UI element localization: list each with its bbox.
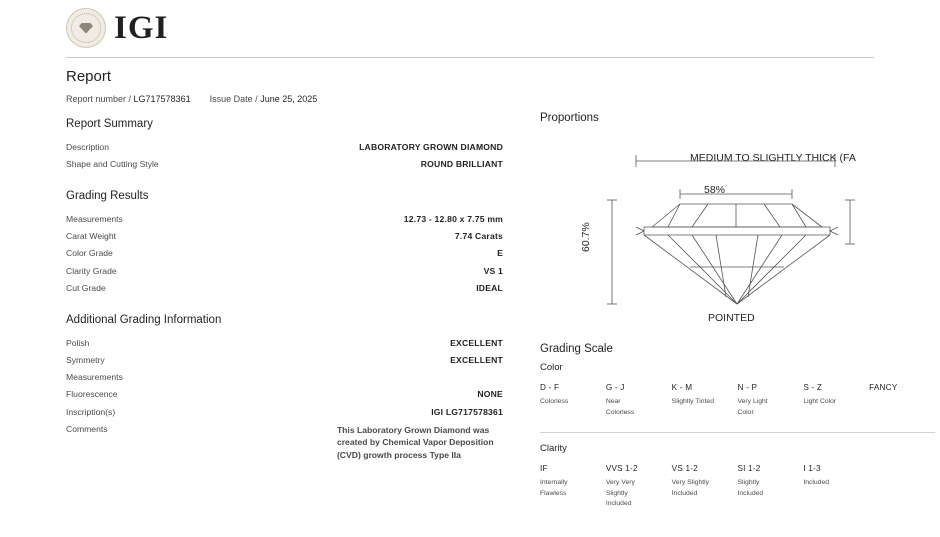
- table-row: [66, 334, 503, 351]
- clarity-scale-item: [803, 464, 869, 510]
- row-label: Carat Weight: [66, 231, 116, 242]
- report-number-value: LG717578361: [133, 94, 191, 104]
- brand-name: IGI: [114, 9, 169, 46]
- left-column: [66, 68, 506, 465]
- diamond-icon: [79, 23, 93, 34]
- table-percent-label: 58%: [704, 184, 726, 196]
- report-summary-table: [66, 138, 503, 172]
- diamond-outline-svg: [540, 134, 935, 329]
- scale-desc: Colorless: [540, 398, 569, 405]
- table-row: [66, 262, 503, 279]
- row-value: 12.73 - 12.80 x 7.75 mm: [403, 213, 503, 224]
- table-row: [66, 138, 503, 155]
- comments-label: Comments: [66, 423, 108, 434]
- row-value: [337, 369, 503, 386]
- row-value: ROUND BRILLIANT: [420, 158, 503, 169]
- row-value: NONE: [477, 389, 503, 400]
- clarity-scale-item: [540, 464, 606, 510]
- table-row: [66, 369, 503, 386]
- page-title: Report: [66, 68, 112, 85]
- scale-grade: FANCY: [869, 383, 898, 392]
- additional-grading-heading: Additional Grading Information: [66, 314, 222, 327]
- row-label: Color Grade: [66, 248, 113, 259]
- row-value: IDEAL: [476, 282, 503, 293]
- scale-grade: S - Z: [803, 383, 823, 392]
- row-value: EXCELLENT: [450, 355, 503, 366]
- table-row: [66, 155, 503, 172]
- clarity-scale-title: Clarity: [540, 443, 567, 455]
- color-scale-row: [540, 383, 935, 418]
- additional-grading-table: [66, 334, 503, 464]
- scale-desc: Near Colorless: [605, 398, 635, 416]
- scale-grade: VVS 1-2: [605, 464, 638, 474]
- grading-results-heading: Grading Results: [66, 190, 149, 203]
- scale-desc: Very Light Color: [737, 398, 768, 416]
- color-scale-item: [540, 383, 606, 418]
- color-scale-title: Color: [540, 362, 563, 373]
- grading-scale-heading: Grading Scale: [540, 343, 613, 355]
- culet-label: POINTED: [708, 312, 755, 324]
- depth-percent-label: 60.7%: [580, 222, 592, 252]
- clarity-scale-item: [672, 464, 738, 510]
- right-column: [540, 112, 935, 510]
- proportions-heading: Proportions: [540, 112, 599, 124]
- table-row: [66, 245, 503, 262]
- row-value: EXCELLENT: [450, 337, 503, 348]
- scale-grade: D - F: [540, 383, 560, 392]
- row-label: Polish: [66, 337, 90, 348]
- row-label: Cut Grade: [66, 282, 106, 293]
- scale-desc: Slightly Tinted: [671, 398, 714, 405]
- igi-logo: [66, 8, 168, 48]
- header-divider: [66, 57, 874, 58]
- grading-results-table: [66, 210, 503, 296]
- report-summary-heading: Report Summary: [66, 118, 153, 130]
- row-label: Clarity Grade: [66, 265, 117, 276]
- row-value: VS 1: [483, 265, 503, 276]
- row-value: LABORATORY GROWN DIAMOND: [359, 141, 503, 152]
- scale-grade: VS 1-2: [671, 464, 698, 474]
- row-value: 7.74 Carats: [454, 231, 503, 242]
- table-row: [66, 420, 503, 465]
- scale-grade: I 1-3: [803, 464, 821, 474]
- row-label: Measurements: [66, 213, 123, 224]
- color-scale-item: [803, 383, 869, 418]
- scale-desc: Included: [803, 479, 830, 487]
- scale-desc: Internally Flawless: [540, 479, 568, 497]
- color-scale-item: [869, 383, 935, 418]
- table-row: [66, 228, 503, 245]
- color-scale-item: [737, 383, 803, 418]
- clarity-scale-item: [606, 464, 672, 510]
- issue-date-value: June 25, 2025: [260, 94, 318, 104]
- diamond-proportions-diagram: [540, 134, 935, 329]
- scale-divider: [540, 432, 935, 433]
- table-row: [66, 210, 503, 227]
- comments-text: This Laboratory Grown Diamond was created by Chemical Vapor Deposition (CVD) growth process Type IIa: [336, 424, 494, 460]
- grading-scale-section: [540, 343, 935, 510]
- scale-grade: G - J: [605, 383, 625, 392]
- scale-grade: IF: [540, 464, 548, 474]
- issue-date-label: Issue Date /: [209, 94, 258, 104]
- scale-desc: Slightly Included: [737, 479, 764, 497]
- report-meta: [66, 94, 506, 104]
- row-label: Description: [66, 141, 109, 152]
- clarity-scale-spacer: [869, 464, 935, 510]
- row-value: IGI LG717578361: [431, 406, 503, 417]
- color-scale-item: [672, 383, 738, 418]
- table-row: [66, 403, 503, 420]
- scale-grade: N - P: [737, 383, 758, 392]
- color-scale-item: [606, 383, 672, 418]
- table-row: [66, 386, 503, 403]
- igi-seal-icon: [66, 8, 106, 48]
- scale-grade: SI 1-2: [737, 464, 761, 474]
- table-row: [66, 279, 503, 296]
- girdle-label: MEDIUM TO SLIGHTLY THICK (FA: [690, 152, 856, 164]
- scale-desc: Light Color: [803, 398, 837, 405]
- table-row: [66, 352, 503, 369]
- row-label: Fluorescence: [66, 389, 118, 400]
- row-label: Inscription(s): [66, 406, 116, 417]
- clarity-scale-item: [737, 464, 803, 510]
- scale-desc: Very Slightly Included: [671, 479, 710, 497]
- clarity-scale-row: [540, 464, 935, 510]
- row-label: Shape and Cutting Style: [66, 158, 159, 169]
- row-label: Measurements: [66, 372, 123, 383]
- scale-grade: K - M: [671, 383, 693, 392]
- row-label: Symmetry: [66, 355, 105, 366]
- row-value: E: [497, 248, 503, 259]
- scale-desc: Very Very Slightly Included: [605, 479, 635, 508]
- report-number-label: Report number /: [66, 94, 132, 104]
